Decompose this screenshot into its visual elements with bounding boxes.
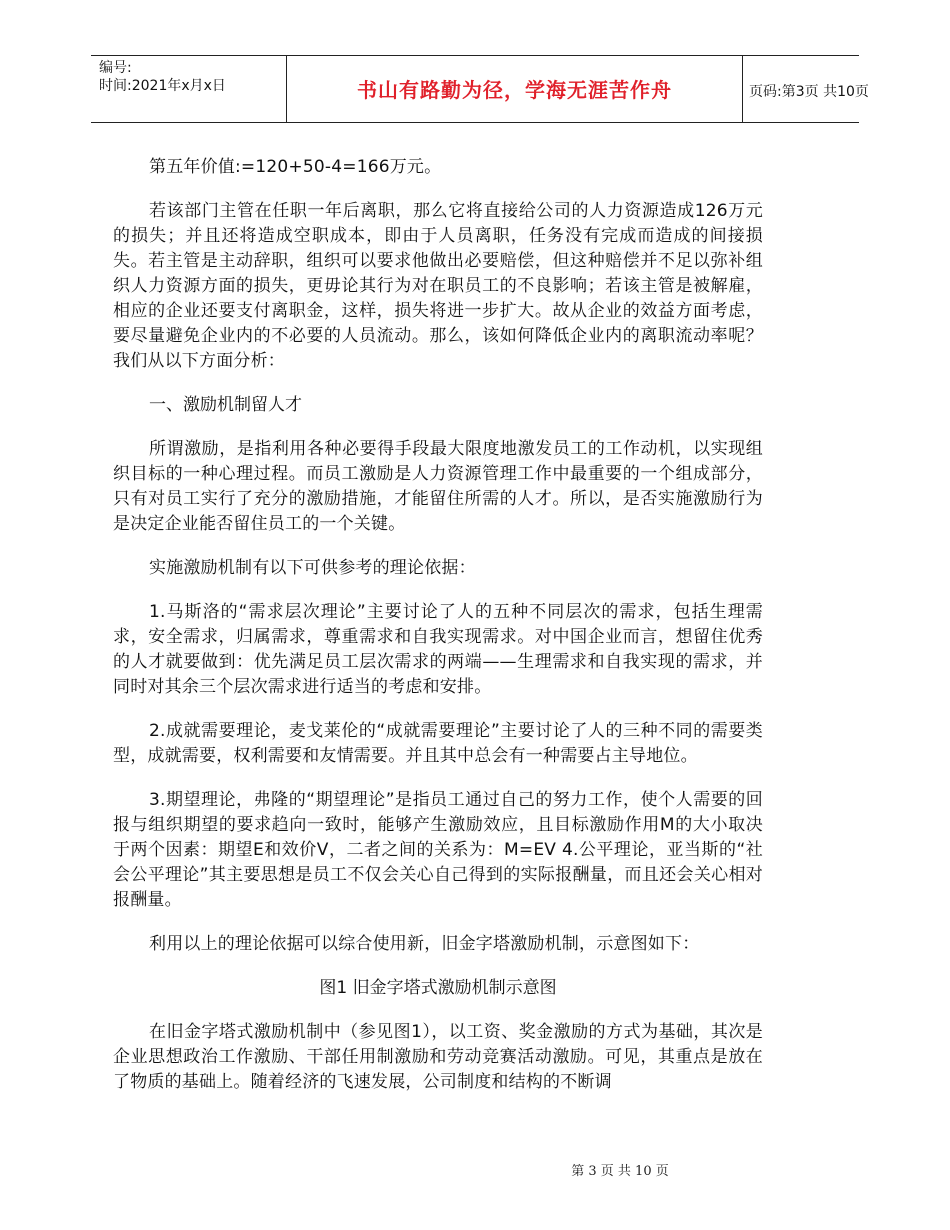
- paragraph-old-pyramid: 在旧金字塔式激励机制中（参见图1），以工资、奖金激励的方式为基础，其次是企业思想政治工作激励、干部任用制激励和劳动竞赛活动激励。可见，其重点是放在了物质的基础上。随着经济的飞速发展，公司制度和结构的不断调: [113, 1022, 763, 1092]
- header-motto-cell: [286, 56, 743, 122]
- paragraph-maslow: 1.马斯洛的“需求层次理论”主要讨论了人的五种不同层次的需求，包括生理需求，安全需求，归属需求，尊重需求和自我实现需求。对中国企业而言，想留住优秀的人才就要做到：优先满足员工层次需求的两端——生理需求和自我实现的需求，并同时对其余三个层次需求进行适当的考虑和安排。: [113, 602, 763, 697]
- document-number-label: 编号:: [99, 60, 132, 76]
- document-body: [113, 155, 763, 1114]
- figure-caption: 图1 旧金字塔式激励机制示意图: [319, 978, 557, 998]
- page-footer: [0, 1160, 950, 1179]
- footer-page-number: 第 3 页 共 10 页: [571, 1164, 669, 1179]
- paragraph-turnover-loss: 若该部门主管在任职一年后离职，那么它将直接给公司的人力资源造成126万元的损失；并且还将造成空职成本，即由于人员离职，任务没有完成而造成的间接损失。若主管是主动辞职，组织可以要求他做出必要赔偿，但这种赔偿并不足以弥补组织人力资源方面的损失，更毋论其行为对在职员工的不良影响；若该主管是被解雇，相应的企业还要支付离职金，这样，损失将进一步扩大。故从企业的效益方面考虑，要尽量避免企业内的不必要的人员流动。那么，该如何降低企业内的离职流动率呢？我们从以下方面分析：: [113, 201, 763, 371]
- header-page-code: 页码:第3页 共10页: [749, 84, 869, 100]
- paragraph-value-formula: 第五年价值:=120+50-4=166万元。: [149, 157, 442, 177]
- paragraph-pyramid-intro: 利用以上的理论依据可以综合使用新，旧金字塔激励机制，示意图如下：: [149, 934, 700, 954]
- header-page-cell: [741, 56, 869, 122]
- paragraph-theory-intro: 实施激励机制有以下可供参考的理论依据：: [149, 558, 476, 578]
- paragraph-incentive-definition: 所谓激励，是指利用各种必要得手段最大限度地激发员工的工作动机，以实现组织目标的一种心理过程。而员工激励是人力资源管理工作中最重要的一个组成部分，只有对员工实行了充分的激励措施，才能留住所需的人才。所以，是否实施激励行为是决定企业能否留住员工的一个关键。: [113, 439, 763, 534]
- paragraph-expectancy: 3.期望理论，弗隆的“期望理论”是指员工通过自己的努力工作，使个人需要的回报与组织期望的要求趋向一致时，能够产生激励效应，且目标激励作用M的大小取决于两个因素：期望E和效价V，二者之间的关系为：M=EV 4.公平理论，亚当斯的“社会公平理论”其主要思想是员工不仅会关心自己得到的实际报酬量，而且还会关心相对报酬量。: [113, 790, 763, 910]
- document-time-label: 时间:2021年x月x日: [99, 78, 226, 94]
- header-motto: 书山有路勤为径，学海无涯苦作舟: [357, 78, 672, 102]
- page-header: [91, 55, 869, 123]
- header-meta-cell: [91, 56, 286, 122]
- paragraph-achievement: 2.成就需要理论，麦戈莱伦的“成就需要理论”主要讨论了人的三种不同的需要类型，成就需要，权利需要和友情需要。并且其中总会有一种需要占主导地位。: [113, 721, 763, 766]
- section-heading: 一、激励机制留人才: [149, 395, 302, 415]
